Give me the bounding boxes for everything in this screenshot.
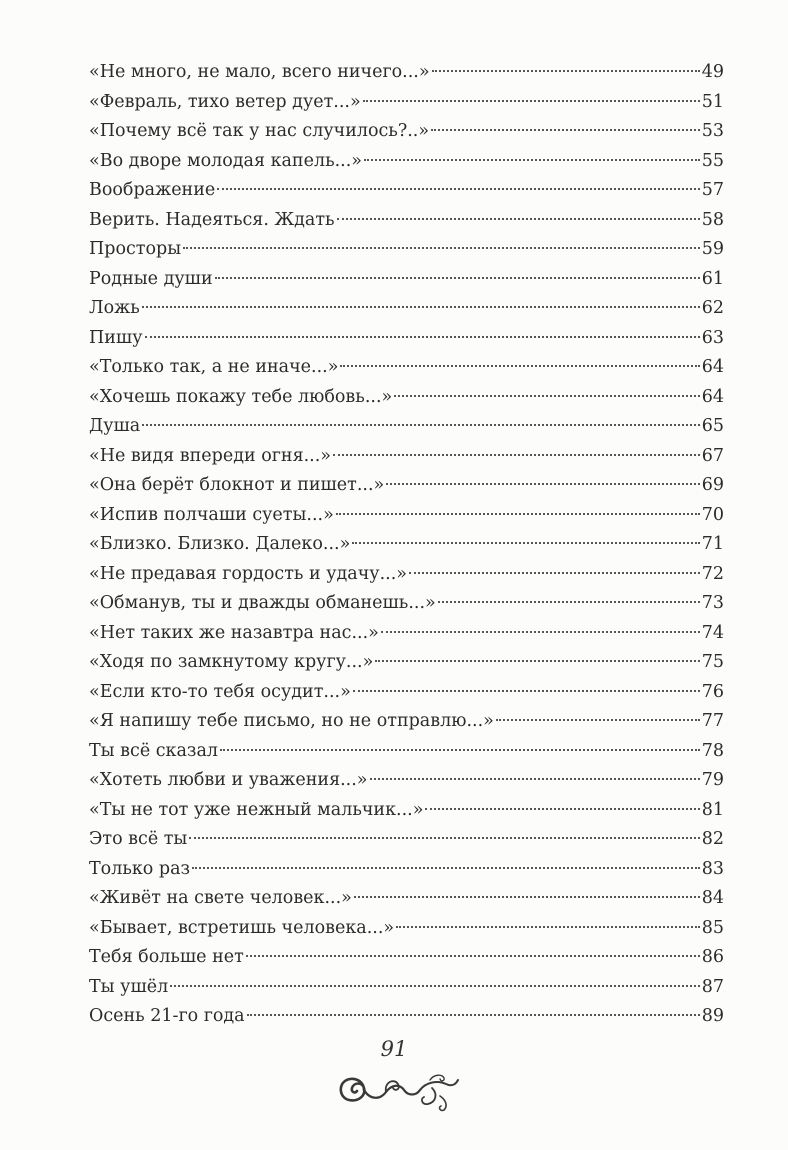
toc-entry-page: 69	[701, 475, 724, 495]
toc-entry-title: «Близко. Близко. Далеко...»	[89, 534, 351, 554]
toc-entry-page: 63	[701, 327, 724, 348]
toc-entry-page: 62	[701, 298, 724, 318]
toc-entry	[89, 973, 724, 1003]
toc-entry	[89, 796, 724, 826]
toc-dot-leader	[189, 837, 699, 839]
toc-entry	[89, 707, 724, 737]
toc-dot-leader	[170, 985, 700, 987]
toc-dot-leader	[375, 660, 699, 662]
toc-entry	[89, 117, 724, 147]
toc-entry-title: «Не много, не мало, всего ничего...»	[89, 62, 430, 82]
toc-entry-page: 71	[701, 534, 724, 554]
toc-entry-title: Это всё ты	[89, 829, 188, 849]
toc-entry-page: 78	[701, 740, 724, 761]
toc-entry	[89, 737, 724, 767]
toc-entry-page: 64	[701, 357, 724, 377]
toc-entry-title: Ложь	[89, 298, 140, 318]
toc-dot-leader	[192, 867, 700, 869]
toc-entry	[89, 530, 724, 560]
toc-entry-title: Тебя больше нет	[89, 947, 244, 967]
toc-entry-title: «Ходя по замкнутому кругу...»	[89, 652, 374, 672]
toc-entry-title: «Только так, а не иначе...»	[89, 357, 339, 377]
toc-entry-title: Просторы	[89, 239, 182, 259]
toc-entry	[89, 471, 724, 501]
toc-entry-page: 74	[701, 622, 724, 643]
page-number: 91	[380, 1037, 408, 1061]
toc-entry-page: 89	[701, 1006, 724, 1026]
toc-dot-leader	[438, 601, 700, 603]
toc-entry-title: «Она берёт блокнот и пишет...»	[89, 475, 385, 495]
toc-entry-title: «Живёт на свете человек...»	[89, 888, 352, 908]
toc-dot-leader	[409, 572, 700, 574]
toc-entry	[89, 88, 724, 118]
toc-entry-page: 75	[701, 652, 724, 672]
toc-entry	[89, 58, 724, 88]
toc-dot-leader	[425, 808, 699, 810]
toc-dot-leader	[396, 926, 700, 928]
toc-entry-page: 85	[701, 917, 724, 938]
toc-entry-title: Родные души	[89, 268, 213, 289]
toc-dot-leader	[381, 631, 700, 633]
toc-entry-page: 61	[701, 268, 724, 289]
toc-entry-title: Осень 21-го года	[89, 1006, 245, 1026]
toc-entry-page: 87	[701, 976, 724, 997]
toc-entry-page: 81	[701, 799, 724, 820]
toc-entry-page: 72	[701, 563, 724, 584]
toc-entry-title: «Не предавая гордость и удачу...»	[89, 563, 407, 584]
toc-entry-title: «Во дворе молодая капель...»	[89, 150, 362, 171]
toc-dot-leader	[217, 188, 699, 190]
toc-dot-leader	[354, 896, 700, 898]
toc-dot-leader	[353, 690, 700, 692]
toc-dot-leader	[370, 778, 700, 780]
toc-dot-leader	[246, 955, 700, 957]
toc-entry-page: 79	[701, 770, 724, 790]
toc-dot-leader	[142, 424, 699, 426]
toc-entry	[89, 383, 724, 413]
toc-entry-page: 82	[701, 829, 724, 849]
toc-entry-title: «Не видя впереди огня...»	[89, 445, 332, 466]
toc-entry-title: Ты всё сказал	[89, 740, 219, 761]
toc-entry-page: 76	[701, 681, 724, 702]
toc-entry	[89, 265, 724, 295]
toc-entry-page: 55	[701, 150, 724, 171]
toc-entry	[89, 678, 724, 708]
toc-entry	[89, 884, 724, 914]
toc-entry	[89, 648, 724, 678]
toc-entry-page: 59	[701, 239, 724, 259]
toc-entry-page: 70	[701, 504, 724, 525]
toc-entry-title: Только раз	[89, 858, 191, 879]
toc-entry-page: 73	[701, 593, 724, 613]
toc-entry-page: 53	[701, 121, 724, 141]
toc-dot-leader	[336, 513, 700, 515]
toc-entry-page: 86	[701, 947, 724, 967]
toc-entry	[89, 206, 724, 236]
toc-dot-leader	[215, 277, 700, 279]
toc-entry-title: «Я напишу тебе письмо, но не отправлю...»	[89, 711, 494, 731]
toc-entry-page: 58	[701, 209, 724, 230]
toc-entry-page: 83	[701, 858, 724, 879]
toc-entry	[89, 235, 724, 265]
toc-entry-title: Пишу	[89, 327, 143, 348]
toc-entry-title: «Ты не тот уже нежный мальчик...»	[89, 799, 424, 820]
toc-entry-page: 49	[701, 62, 724, 82]
toc-dot-leader	[340, 365, 699, 367]
toc-dot-leader	[337, 218, 700, 220]
toc-entry-page: 77	[701, 711, 724, 731]
toc-entry	[89, 147, 724, 177]
toc-entry-title: «Хотеть любви и уважения...»	[89, 770, 368, 790]
toc-entry	[89, 560, 724, 590]
toc-dot-leader	[142, 306, 700, 308]
toc-dot-leader	[247, 1014, 700, 1016]
toc-dot-leader	[333, 454, 700, 456]
toc-entry-title: Ты ушёл	[89, 976, 169, 997]
toc-dot-leader	[145, 336, 700, 338]
toc-dot-leader	[394, 395, 700, 397]
toc-entry-page: 84	[701, 888, 724, 908]
toc-entry	[89, 589, 724, 619]
toc-dot-leader	[183, 247, 700, 249]
toc-entry	[89, 619, 724, 649]
toc-entry	[89, 943, 724, 973]
toc-entry	[89, 914, 724, 944]
toc-entry	[89, 825, 724, 855]
table-of-contents	[89, 58, 724, 1032]
toc-dot-leader	[352, 542, 699, 544]
toc-entry-title: Воображение	[89, 180, 216, 200]
toc-entry	[89, 855, 724, 885]
toc-entry-title: «Нет таких же назавтра нас...»	[89, 622, 379, 643]
toc-entry-title: «Почему всё так у нас случилось?..»	[89, 121, 430, 141]
toc-entry-title: «Хочешь покажу тебе любовь...»	[89, 386, 393, 407]
toc-entry-title: «Обманув, ты и дважды обманешь...»	[89, 593, 436, 613]
toc-entry-page: 67	[701, 445, 724, 466]
toc-entry-page: 65	[701, 416, 724, 436]
toc-entry-title: Душа	[89, 416, 141, 436]
toc-entry	[89, 766, 724, 796]
toc-entry-page: 51	[701, 91, 724, 112]
toc-entry	[89, 324, 724, 354]
flourish-ornament-icon	[334, 1066, 464, 1112]
toc-entry	[89, 412, 724, 442]
toc-dot-leader	[431, 129, 700, 131]
toc-entry	[89, 294, 724, 324]
toc-dot-leader	[220, 749, 700, 751]
toc-entry-title: Верить. Надеяться. Ждать	[89, 209, 335, 230]
toc-entry-page: 57	[701, 180, 724, 200]
toc-entry	[89, 442, 724, 472]
toc-entry	[89, 501, 724, 531]
toc-dot-leader	[363, 100, 700, 102]
toc-dot-leader	[364, 159, 700, 161]
toc-entry	[89, 1002, 724, 1032]
toc-dot-leader	[432, 70, 700, 72]
toc-entry-title: «Испив полчаши суеты...»	[89, 504, 334, 525]
toc-entry	[89, 353, 724, 383]
toc-dot-leader	[496, 719, 700, 721]
toc-entry-title: «Если кто-то тебя осудит...»	[89, 681, 351, 702]
toc-dot-leader	[386, 483, 699, 485]
toc-entry-page: 64	[701, 386, 724, 407]
toc-entry	[89, 176, 724, 206]
toc-entry-title: «Февраль, тихо ветер дует...»	[89, 91, 361, 112]
toc-entry-title: «Бывает, встретишь человека...»	[89, 917, 395, 938]
